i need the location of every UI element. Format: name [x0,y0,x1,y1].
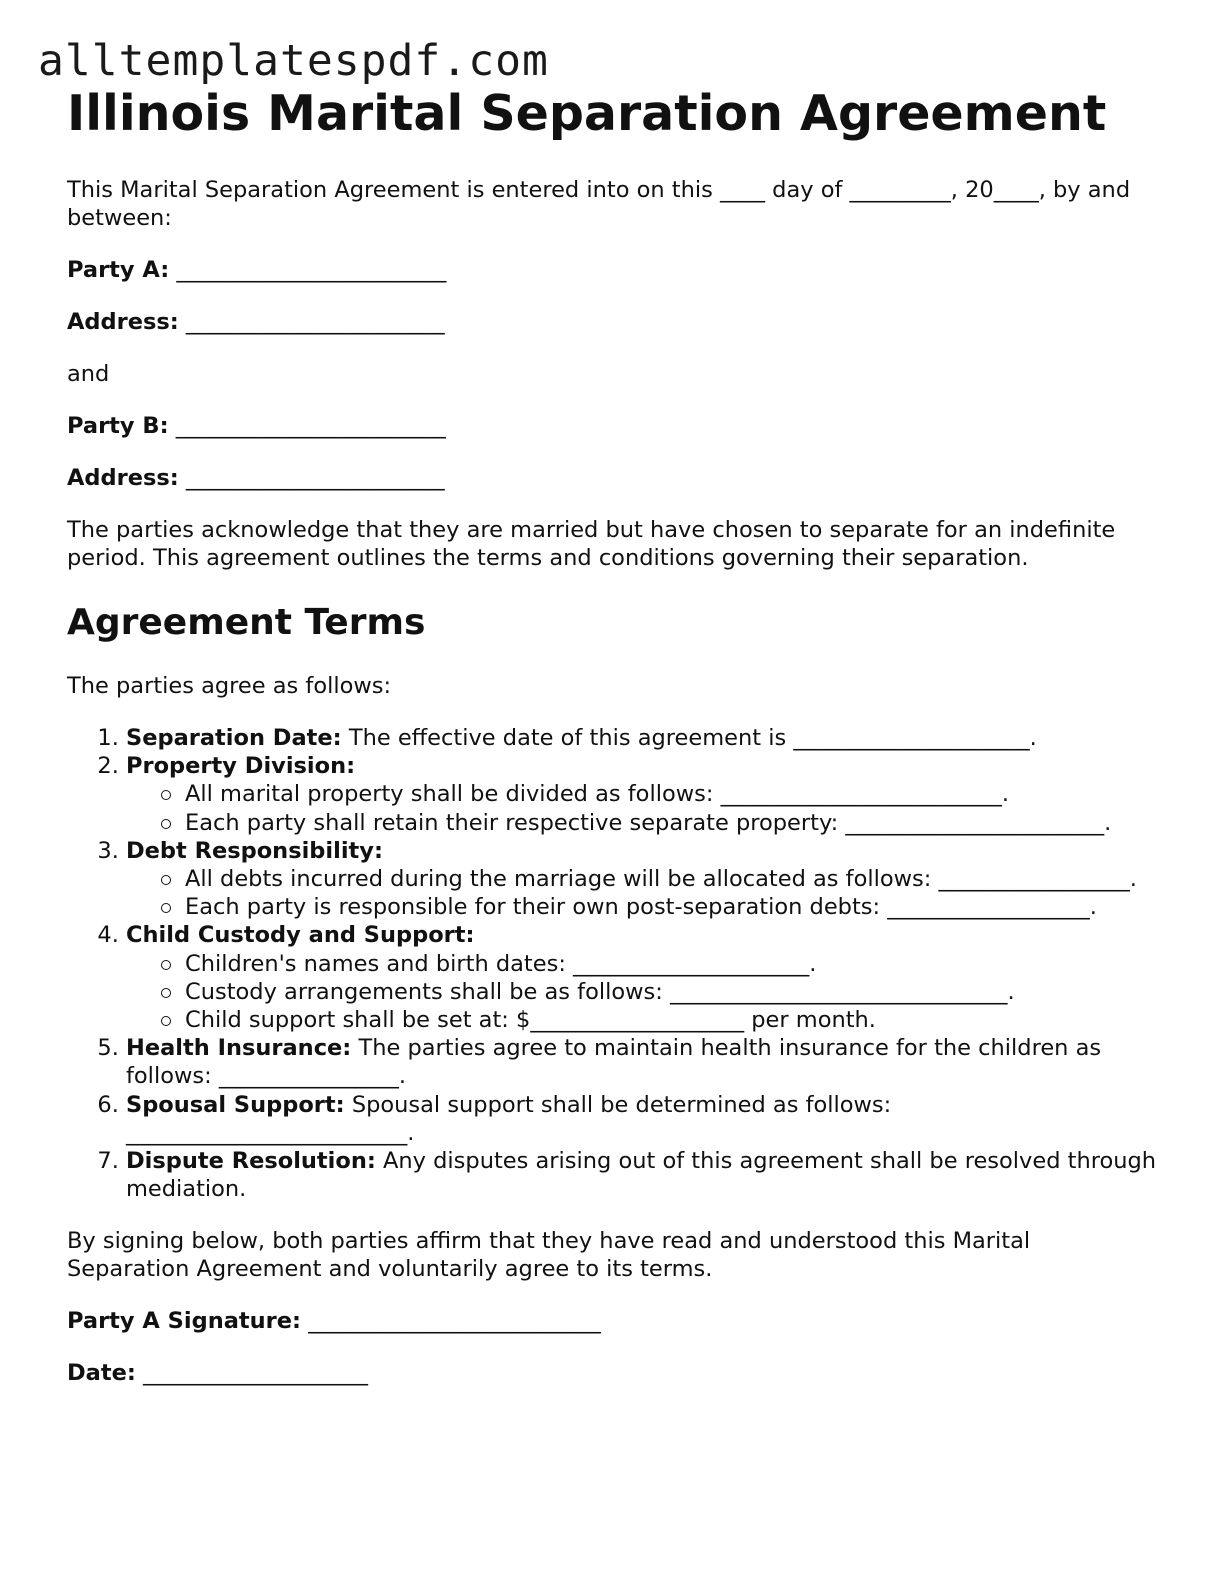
term-spousal-support [126,1091,1157,1147]
term-text: The effective date of this agreement is _____________________. [348,725,1037,751]
party-b-label: Party B: [67,413,169,439]
party-b-blank[interactable]: ________________________ [175,413,446,439]
term-label: Spousal Support: [126,1091,345,1118]
date-label: Date: [67,1360,136,1387]
sub-item: Child support shall be set at: $___________________ per month. [185,1006,1157,1034]
term-label: Health Insurance: [126,1035,352,1062]
term-text: Any disputes arising out of this agreement shall be resolved through mediation. [126,1148,1157,1203]
acknowledgement-paragraph: The parties acknowledge that they are married but have chosen to separate for an indefinite period. This agreement outlines the terms and conditions governing their separation. [67,517,1116,571]
address-b-field [67,464,1157,492]
address-a-label: Address: [67,309,179,335]
date-blank[interactable]: ____________________ [143,1360,369,1387]
sub-item: Each party shall retain their respective separate property: _______________________. [185,809,1157,837]
sub-list [126,950,1157,1035]
document-page [67,85,1157,1387]
party-a-label: Party A: [67,257,170,283]
agreement-terms-heading: Agreement Terms [67,602,426,643]
party-a-field [67,256,1157,284]
term-label: Debt Responsibility: [126,837,383,864]
sub-list [126,865,1157,921]
sub-list [126,780,1157,836]
term-child-custody [126,921,1157,1034]
address-a-blank[interactable]: _______________________ [185,309,445,335]
signature-label: Party A Signature: [67,1308,302,1335]
term-text: Spousal support shall be determined as follows: _________________________. [126,1091,892,1146]
address-a-field [67,308,1157,336]
term-text: The parties agree to maintain health insurance for the children as follows: ________________. [126,1035,1102,1090]
closing-paragraph: By signing below, both parties affirm that they have read and understood this Marital Separation Agreement and voluntarily agree to its terms. [67,1228,1031,1283]
terms-list [67,724,1157,1203]
sub-item: Children's names and birth dates: _____________________. [185,950,1157,978]
party-b-field [67,412,1157,440]
term-label: Dispute Resolution: [126,1148,376,1175]
term-dispute-resolution [126,1147,1157,1203]
intro-paragraph: This Marital Separation Agreement is entered into on this ____ day of _________, 20____, by and between: [67,177,1131,231]
sub-item: Custody arrangements shall be as follows: ______________________________. [185,978,1157,1006]
agree-intro: The parties agree as follows: [67,673,392,699]
sub-item: Each party is responsible for their own post-separation debts: __________________. [185,893,1157,921]
document-title: Illinois Marital Separation Agreement [67,85,1107,142]
party-a-blank[interactable]: ________________________ [176,257,447,283]
term-health-insurance [126,1034,1157,1090]
watermark: alltemplatespdf.com [38,36,549,86]
date-field [67,1359,1157,1387]
party-a-signature-field [67,1307,1157,1335]
address-b-blank[interactable]: _______________________ [185,465,445,491]
term-debt-responsibility [126,837,1157,922]
term-label: Separation Date: [126,725,342,751]
term-label: Child Custody and Support: [126,922,475,949]
signature-blank[interactable]: __________________________ [308,1308,601,1335]
term-separation-date [126,724,1157,752]
address-b-label: Address: [67,465,179,491]
term-label: Property Division: [126,753,356,780]
sub-item: All debts incurred during the marriage will be allocated as follows: _________________. [185,865,1157,893]
and-text: and [67,361,110,387]
term-property-division [126,752,1157,837]
sub-item: All marital property shall be divided as follows: _________________________. [185,780,1157,808]
